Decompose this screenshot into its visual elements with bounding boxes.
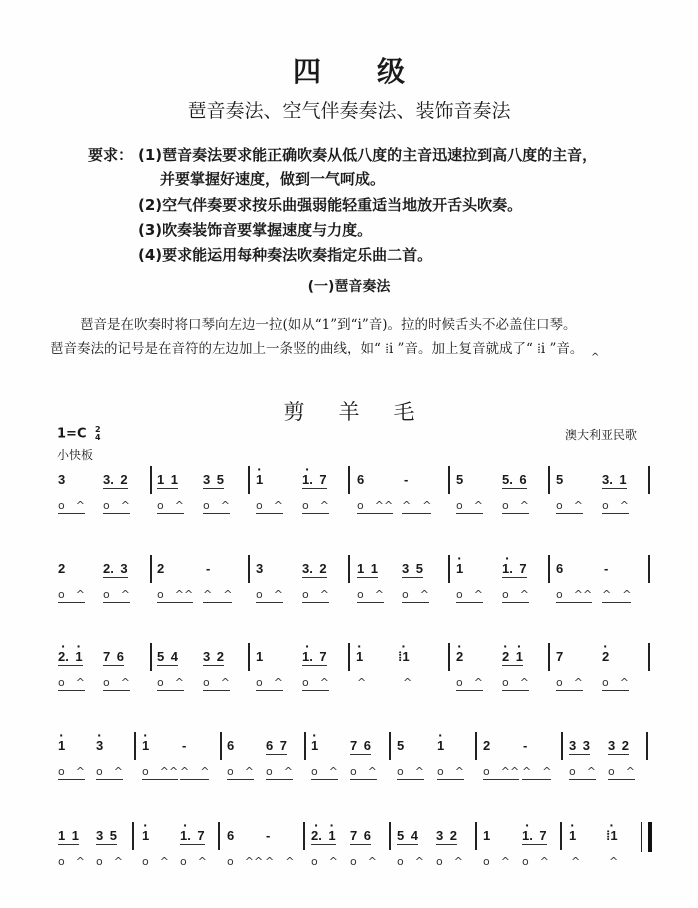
- bar-line: [248, 466, 250, 494]
- note: 3: [256, 561, 264, 576]
- requirement-3: (3)吹奏装饰音要掌握速度与力度。: [138, 221, 373, 239]
- final-bar-line: [641, 822, 652, 852]
- bar-line: [448, 466, 450, 494]
- breath-mark: ^ ^: [602, 588, 632, 601]
- note: 3 5: [203, 472, 224, 487]
- breath-mark: o ^: [157, 499, 184, 512]
- breath-mark: o ^: [569, 765, 596, 778]
- note: · 1: [569, 828, 576, 843]
- bar-line: [150, 555, 152, 583]
- note: 7 6: [350, 738, 371, 753]
- breath-mark: o ^: [311, 765, 338, 778]
- note: · 1: [311, 738, 318, 753]
- breath-mark: o ^: [456, 499, 483, 512]
- note: · ⁞1: [398, 649, 410, 664]
- note: -: [206, 561, 211, 576]
- breath-mark: o ^: [103, 588, 130, 601]
- breath-mark: o ^: [357, 588, 384, 601]
- bar-line: [134, 732, 136, 760]
- breath-mark: ^: [357, 676, 367, 689]
- bar-line: [648, 466, 650, 494]
- note: 6 7: [266, 738, 287, 753]
- breath-mark: o ^: [302, 499, 329, 512]
- breath-mark: ^ ^: [522, 765, 552, 778]
- level-title: 四级: [292, 55, 461, 88]
- breath-mark: o ^: [522, 855, 549, 868]
- breath-mark: o ^: [266, 765, 293, 778]
- note: · 1: [437, 738, 444, 753]
- note: 5: [397, 738, 405, 753]
- note: · 1: [356, 649, 363, 664]
- breath-mark: o ^: [96, 765, 123, 778]
- key-signature: [57, 426, 101, 442]
- breath-mark: ^ ^: [265, 855, 295, 868]
- bar-line: [389, 822, 391, 850]
- note: 1 1: [157, 472, 178, 487]
- note: 2: [58, 561, 66, 576]
- breath-mark: o ^: [556, 499, 583, 512]
- note: 5: [556, 472, 564, 487]
- note: 3. 2: [103, 472, 128, 487]
- note: 3 2: [436, 828, 457, 843]
- requirement-1: (1)琶音奏法要求能正确吹奏从低八度的主音迅速拉到高八度的主音，: [138, 146, 598, 164]
- breath-mark: o ^: [180, 855, 207, 868]
- note: 7 6: [103, 649, 124, 664]
- bar-line: [548, 555, 550, 583]
- bar-line: [220, 732, 222, 760]
- breath-mark: o ^: [608, 765, 635, 778]
- breath-mark: o ^: [311, 855, 338, 868]
- breath-mark: ^: [609, 855, 619, 868]
- note: -: [523, 738, 528, 753]
- note: · 1: [142, 828, 149, 843]
- bar-line: [646, 732, 648, 760]
- breath-mark: o ^: [58, 676, 85, 689]
- bar-line: [150, 643, 152, 671]
- breath-mark: o ^: [157, 676, 184, 689]
- breath-mark: o ^: [256, 499, 283, 512]
- note: · 1: [256, 472, 263, 487]
- song-origin: 澳大利亚民歌: [565, 428, 638, 442]
- breath-mark: o ^^: [556, 588, 593, 601]
- note: · 1: [456, 561, 463, 576]
- bar-line: [389, 732, 391, 760]
- note: · 1. 7: [302, 649, 327, 666]
- bar-line: [448, 555, 450, 583]
- breath-mark: o ^: [502, 676, 529, 689]
- bar-line: [560, 822, 562, 850]
- breath-mark: o ^: [58, 499, 85, 512]
- breath-mark: o ^: [402, 588, 429, 601]
- requirement-1-cont: 并要掌握好速度，做到一气呵成。: [160, 170, 386, 188]
- bar-line: [475, 732, 477, 760]
- bar-line: [248, 555, 250, 583]
- bar-line: [248, 643, 250, 671]
- breath-mark: o ^: [96, 855, 123, 868]
- breath-mark: o ^: [556, 676, 583, 689]
- note: 1 1: [58, 828, 79, 843]
- paragraph-2: 琶音奏法的记号是在音符的左边加上一条竖的曲线，如“ ⁞i ”音。加上复音就成了“ ⁞i ”音。: [50, 341, 584, 357]
- breath-mark: o ^: [397, 855, 424, 868]
- note: -: [182, 738, 187, 753]
- bar-line: [132, 822, 134, 850]
- note: 6: [556, 561, 564, 576]
- note: 1: [256, 649, 264, 664]
- breath-mark: o ^^: [142, 765, 179, 778]
- section-title: (一)琶音奏法: [307, 279, 391, 295]
- tempo-marking: 小快板: [57, 448, 94, 462]
- note: -: [266, 828, 271, 843]
- subtitle: 琶音奏法、空气伴奏奏法、装饰音奏法: [187, 100, 511, 122]
- note: 3 2: [608, 738, 629, 753]
- note: 7: [556, 649, 564, 664]
- key: 1=C: [57, 426, 87, 442]
- breath-mark: o ^: [227, 765, 254, 778]
- breath-mark: o ^: [436, 855, 463, 868]
- note: 3 3: [569, 738, 590, 753]
- note: 2: [483, 738, 491, 753]
- bar-line: [348, 466, 350, 494]
- breath-mark: o ^: [502, 499, 529, 512]
- note: 3. 1: [602, 472, 627, 487]
- breath-mark: o ^: [256, 676, 283, 689]
- bar-line: [448, 643, 450, 671]
- note: · 2. · 1: [311, 828, 336, 845]
- bar-line: [303, 822, 305, 850]
- breath-mark: o ^: [203, 676, 230, 689]
- breath-mark: o ^^: [357, 499, 394, 512]
- note: 2. 3: [103, 561, 128, 576]
- note: 3 5: [402, 561, 423, 576]
- breath-mark: o ^: [602, 676, 629, 689]
- note: 6: [227, 828, 235, 843]
- bar-line: [218, 822, 220, 850]
- note: 7 6: [350, 828, 371, 843]
- breath-mark: o ^: [483, 855, 510, 868]
- note: 3. 2: [302, 561, 327, 576]
- note: 5: [456, 472, 464, 487]
- breath-mark: o ^: [456, 676, 483, 689]
- note: · 1: [58, 738, 65, 753]
- breath-mark: o ^: [256, 588, 283, 601]
- breath-mark: ^: [571, 855, 581, 868]
- requirement-4: (4)要求能运用每种奏法吹奏指定乐曲二首。: [138, 246, 433, 264]
- note: 1 1: [357, 561, 378, 576]
- breath-mark: ^ ^: [203, 588, 233, 601]
- breath-mark: o ^: [203, 499, 230, 512]
- breath-mark: o ^^: [483, 765, 520, 778]
- breath-mark: o ^: [58, 765, 85, 778]
- breath-mark: o ^: [142, 855, 169, 868]
- bar-line: [648, 555, 650, 583]
- bar-line: [475, 822, 477, 850]
- note: · 2: [602, 649, 609, 664]
- breath-mark: o ^^: [157, 588, 194, 601]
- note: · 2 · 1: [502, 649, 523, 666]
- bar-line: [548, 466, 550, 494]
- note: · 1. 7: [302, 472, 327, 489]
- breath-mark: o ^: [397, 765, 424, 778]
- note: 3: [58, 472, 66, 487]
- breath-mark: o ^: [602, 499, 629, 512]
- note: 6: [227, 738, 235, 753]
- bar-line: [648, 643, 650, 671]
- note: · 1. 7: [502, 561, 527, 578]
- paragraph-1: 琶音是在吹奏时将口琴向左边一拉(如从“1”到“i”音)。拉的时候舌头不必盖住口琴。: [80, 317, 577, 333]
- bar-line: [150, 466, 152, 494]
- note: -: [404, 472, 409, 487]
- requirements-label: 要求：: [88, 146, 134, 164]
- bar-line: [348, 643, 350, 671]
- breath-mark: o ^^: [227, 855, 264, 868]
- breath-mark: o ^: [350, 855, 377, 868]
- note: 3 2: [203, 649, 224, 664]
- breath-mark: o ^: [456, 588, 483, 601]
- note: 5 4: [397, 828, 418, 843]
- requirement-2: (2)空气伴奏要求按乐曲强弱能轻重适当地放开舌头吹奏。: [138, 196, 523, 214]
- breath-mark: o ^: [58, 855, 85, 868]
- breath-mark: o ^: [350, 765, 377, 778]
- note: · 2: [456, 649, 463, 664]
- note: 2: [157, 561, 165, 576]
- note: 3 5: [96, 828, 117, 843]
- note: · 1. 7: [180, 828, 205, 845]
- time-signature: 2 4: [95, 425, 101, 442]
- note: · 1: [142, 738, 149, 753]
- breath-mark: ^: [403, 676, 413, 689]
- breath-mark: o ^: [502, 588, 529, 601]
- note: 6: [357, 472, 365, 487]
- note: 5 4: [157, 649, 178, 664]
- bar-line: [548, 643, 550, 671]
- breath-mark: o ^: [103, 499, 130, 512]
- breath-mark: o ^: [58, 588, 85, 601]
- note: 5. 6: [502, 472, 527, 487]
- note: · 2. · 1: [58, 649, 83, 666]
- breath-mark: o ^: [103, 676, 130, 689]
- breath-mark: o ^: [302, 676, 329, 689]
- breath-mark: ^ ^: [402, 499, 432, 512]
- note: · 1. 7: [522, 828, 547, 845]
- breath-mark: o ^: [437, 765, 464, 778]
- breath-mark: o ^: [302, 588, 329, 601]
- note: -: [604, 561, 609, 576]
- bar-line: [561, 732, 563, 760]
- note: · ⁞1: [606, 828, 618, 843]
- song-title: 剪羊毛: [283, 400, 449, 424]
- bar-line: [304, 732, 306, 760]
- accent-mark: ^: [591, 352, 600, 363]
- note: · 3: [96, 738, 103, 753]
- breath-mark: ^ ^: [180, 765, 210, 778]
- bar-line: [348, 555, 350, 583]
- note: 1: [483, 828, 491, 843]
